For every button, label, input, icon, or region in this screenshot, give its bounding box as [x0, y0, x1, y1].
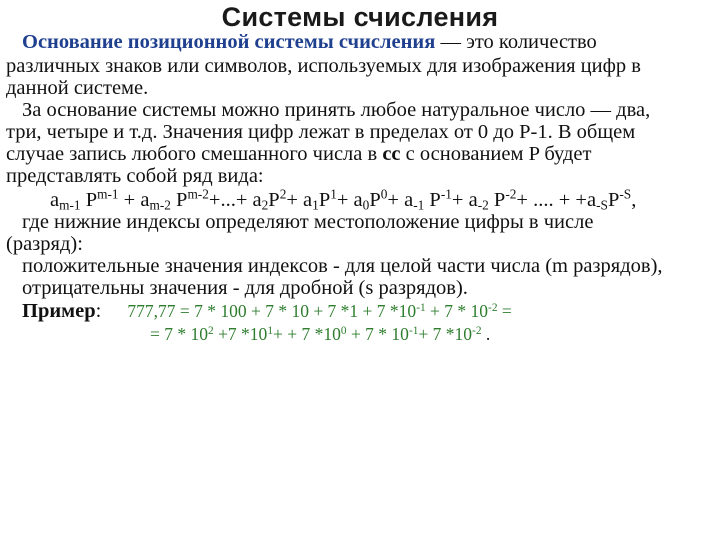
formula-text: P [424, 189, 441, 211]
formula-text: P [607, 189, 620, 211]
formula-text: + a [336, 189, 363, 211]
formula-text: P [80, 189, 98, 211]
example-label: Пример [22, 300, 96, 322]
formula-sub: 1 [312, 197, 319, 213]
formula-text: P [170, 189, 188, 211]
example-equation-row2 [150, 324, 490, 344]
para2-line3-pre: случае запись любого смешанного числа в [6, 143, 383, 165]
example-row2 [150, 322, 490, 346]
example-row1 [22, 299, 512, 323]
formula-text: a [50, 189, 60, 211]
equation-sup: -2 [472, 324, 482, 337]
equation-sup: -2 [488, 301, 498, 314]
equation-text: 777,77 = 7 * 100 + 7 * 10 + 7 *1 + 7 *10 [127, 301, 417, 321]
formula-text: P [268, 189, 280, 211]
equation-text: = [497, 301, 512, 321]
equation-text: + 7 * 10 [425, 301, 489, 321]
equation-text: + 7 *10 [418, 324, 473, 344]
formula-sup: 1 [330, 186, 337, 202]
formula-sub: -2 [477, 197, 489, 213]
formula-text: + a [451, 189, 478, 211]
para2-line3 [6, 142, 591, 166]
formula-sup: 0 [380, 186, 388, 202]
equation-text: + + 7 *10 [273, 324, 341, 344]
slide-title: Системы счисления [221, 2, 499, 32]
para2-line2: три, четыре и т.д. Значения цифр лежат в пределах от 0 до P-1. В общем [6, 121, 636, 143]
example-equation-row1 [127, 301, 511, 321]
para2-line1: За основание системы можно принять любое натуральное число — два, [22, 99, 651, 121]
formula-text: P [369, 189, 381, 211]
formula-text: + a [118, 189, 150, 211]
cc-abbrev: сс [382, 143, 401, 165]
para4-line2: отрицательны значения - для дробной (s разрядов). [22, 277, 468, 299]
formula-sub: 0 [362, 197, 370, 213]
formula-sub: -S [596, 197, 608, 213]
para4-line1: положительные значения индексов - для целой части числа (m разрядов), [22, 255, 663, 277]
para1-line2: различных знаков или символов, используемых для изображения цифр в [6, 55, 641, 77]
formula-text: P [488, 189, 506, 211]
para3-line1: где нижние индексы определяют местоположение цифры в числе [22, 211, 594, 233]
para1-line3: данной системе. [6, 77, 149, 99]
para3-line2: (разряд): [6, 233, 83, 255]
formula-text: , [631, 189, 637, 211]
formula-text: P [318, 189, 331, 211]
formula-sup: -2 [505, 186, 517, 202]
formula-sub: 2 [261, 197, 269, 213]
equation-text: + 7 * 10 [346, 324, 409, 344]
equation-sup: -1 [416, 301, 426, 314]
equation-text: = 7 * 10 [150, 324, 208, 344]
equation-sup: 0 [340, 324, 347, 337]
formula-text: +...+ a [208, 189, 262, 211]
formula-sup: -1 [440, 186, 452, 202]
equation-text: +7 *10 [213, 324, 268, 344]
formula-sub: m-1 [59, 197, 81, 213]
formula-sup: -S [619, 186, 632, 202]
definition-term: Основание позиционной системы счисления [22, 31, 436, 53]
formula-sup: m-2 [187, 186, 209, 202]
para1-line1-rest: — это количество [435, 31, 597, 53]
equation-text: . [481, 324, 491, 344]
formula-sup: 2 [279, 186, 287, 202]
formula-sub: m-2 [149, 197, 171, 213]
para1-line1 [22, 30, 597, 54]
formula-text: + a [387, 189, 414, 211]
para2-line3-post: с основанием P будет [400, 143, 592, 165]
equation-sup: 1 [267, 324, 273, 337]
series-formula [50, 188, 636, 212]
formula-text: + .... + +a [516, 189, 597, 211]
para2-line4: представлять собой ряд вида: [6, 165, 264, 187]
formula-text: + a [286, 189, 313, 211]
equation-sup: 2 [208, 324, 214, 337]
example-colon: : [95, 300, 102, 322]
formula-sub: -1 [413, 197, 425, 213]
formula-sup: m-1 [97, 186, 119, 202]
equation-sup: -1 [408, 324, 419, 337]
